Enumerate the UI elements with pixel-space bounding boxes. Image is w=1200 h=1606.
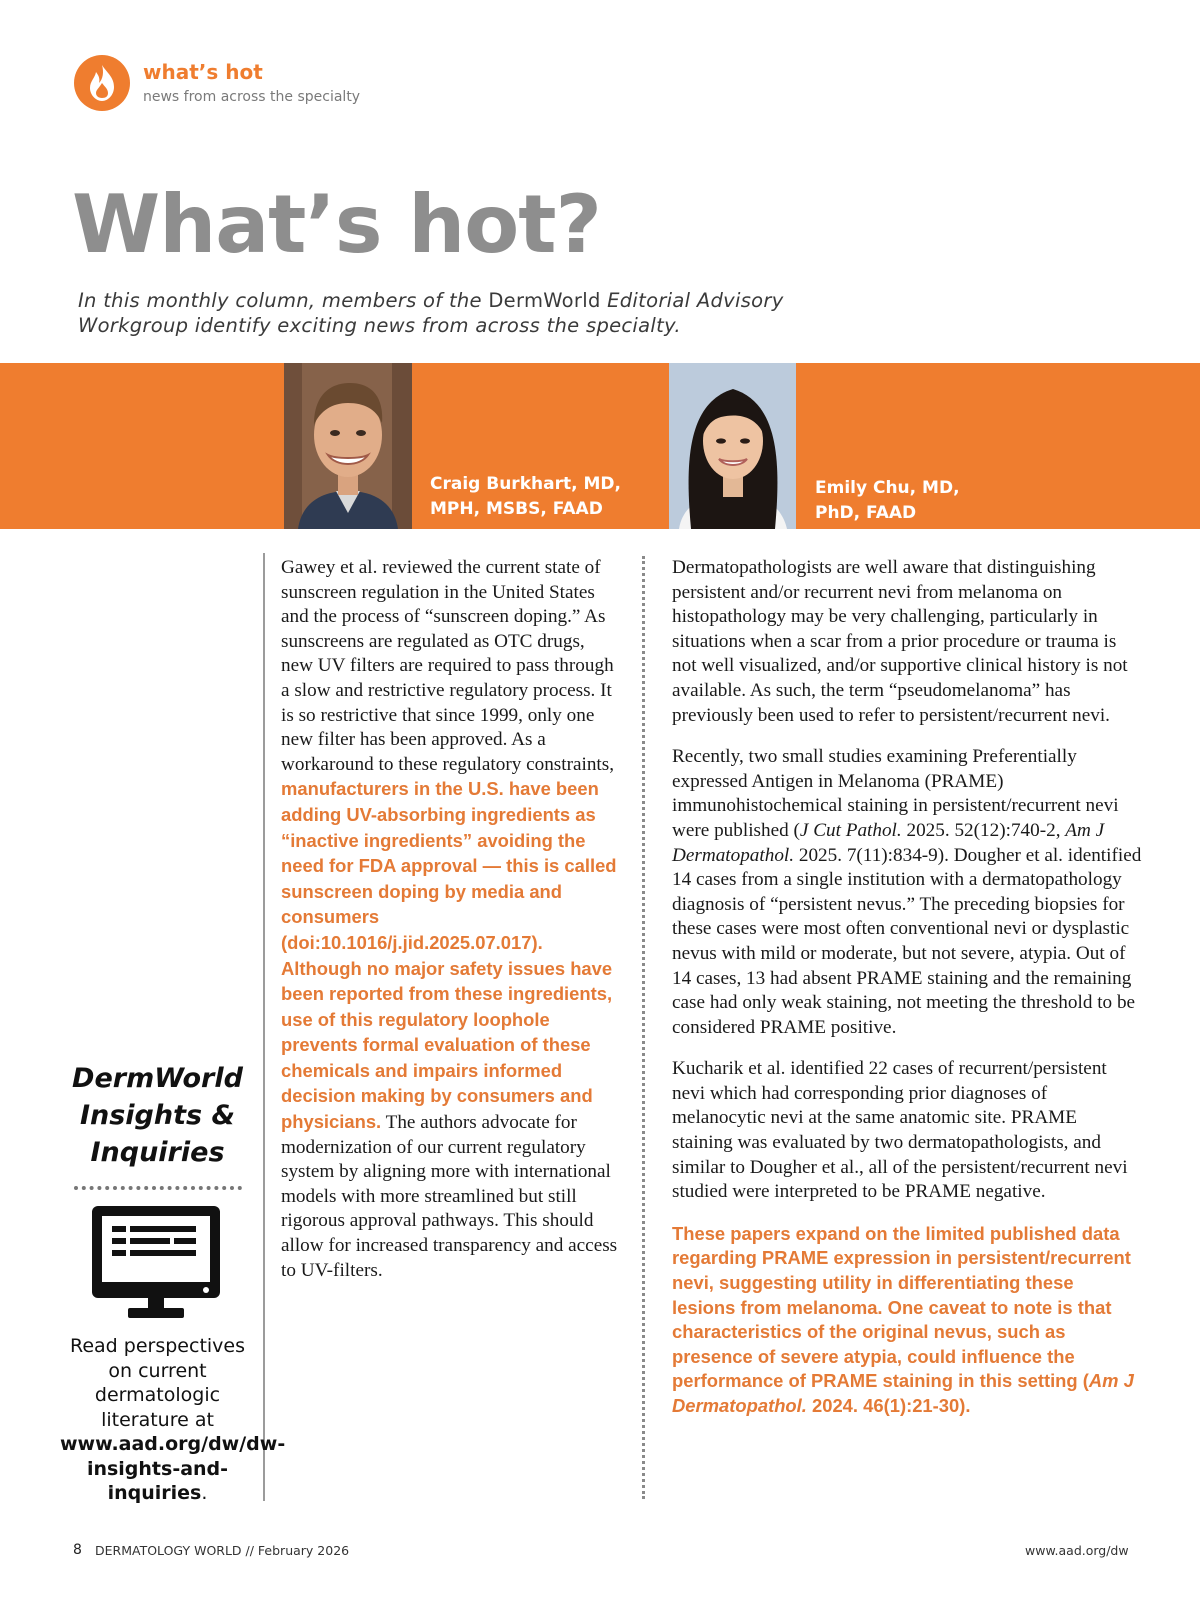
author-name-2 [815, 476, 960, 526]
author-credentials-line: MPH, MSBS, FAAD [430, 499, 603, 519]
column-divider [263, 553, 265, 1501]
highlighted-paragraph [672, 1222, 1142, 1419]
sidebar-body: Read perspectives on current dermatologic literature at [70, 1335, 245, 1431]
paragraph [672, 745, 1142, 1040]
sidebar-text [60, 1334, 286, 1506]
body-text: 2025. 7(11):834-9). Dougher et al. identified 14 cases from a single institution with a dermatopathology diagnosis of “persistent nevus.” The preceding biopsies for these cases were most often conventional nevi or dysplastic nevus with mild or moderate, but not severe, atypia. Out of 14 cases, 13 had absent PRAME staining and the remaining case had only weak staining, not meeting the threshold to be considered PRAME positive. [672, 844, 1142, 1038]
paragraph [281, 556, 619, 1283]
citation-journal: Am J Dermatopathol. [672, 819, 1105, 866]
intro-part: In this monthly column, members of the [78, 289, 489, 312]
sidebar-body: . [201, 1482, 208, 1504]
monitor-icon [90, 1204, 222, 1324]
body-text: The authors advocate for modernization of our current regulatory system by aligning more with international models with more streamlined but still rigorous approval pathways. This should allow for increased transparency and access to UV-filters. [281, 1112, 618, 1281]
paragraph: Kucharik et al. identified 22 cases of recurrent/persistent nevi which had corresponding prior diagnoses of melanocytic nevi at the same anatomic site. PRAME staining was evaluated by two dermatopathologists, and similar to Dougher et al., all of the persistent/recurrent nevi studied were interpreted to be PRAME negative. [672, 1058, 1128, 1203]
page-title: What’s hot? [72, 178, 601, 271]
body-text: 2025. 52(12):740-2, [901, 819, 1066, 841]
sidebar-divider [74, 1186, 242, 1190]
author-name-line: Emily Chu, MD, [815, 478, 960, 498]
author-name-line: Craig Burkhart, MD, [430, 474, 621, 494]
intro-brand: DermWorld [488, 289, 601, 312]
author-photo-craig-burkhart [284, 363, 412, 529]
page-number: 8 [73, 1542, 82, 1558]
sidebar-title-line: Insights & [79, 1100, 236, 1131]
dotted-column-divider [642, 556, 645, 1499]
highlighted-text: These papers expand on the limited published data regarding PRAME expression in persistent/recurrent nevi, suggesting utility in differentiating these lesions from melanoma. One caveat to note is that characteristics of the original nevus, such as presence of severe atypia, could influence the performance of PRAME staining in this setting ( [672, 1222, 1131, 1392]
section-label: what’s hot [143, 60, 263, 84]
intro-text [78, 288, 838, 338]
sidebar-title-line: Inquiries [90, 1137, 225, 1168]
sidebar-link[interactable]: www.aad.org/dw/dw-insights-and-inquiries [60, 1433, 286, 1504]
citation-journal: J Cut Pathol. [799, 819, 902, 841]
article-column-2 [672, 556, 1142, 1436]
article-column-1 [281, 556, 619, 1300]
paragraph: Dermatopathologists are well aware that distinguishing persistent and/or recurrent nevi from melanoma on histopathology may be very challenging, particularly in situations when a scar from a prior procedure or trauma is not well visualized, and/or supportive clinical history is not available. As such, the term “pseudomelanoma” has previously been used to refer to persistent/recurrent nevi. [672, 557, 1128, 726]
author-photo-emily-chu [669, 363, 796, 529]
highlighted-text: 2024. 46(1):21-30). [806, 1395, 971, 1416]
author-credentials-line: PhD, FAAD [815, 503, 917, 523]
flame-icon [74, 55, 130, 111]
body-text: Recently, two small studies examining Preferentially expressed Antigen in Melanoma (PRAME) immunohistochemical staining in persistent/recurrent nevi were published ( [672, 746, 1119, 841]
citation-journal: Am J Dermatopathol. [672, 1370, 1134, 1416]
footer-url[interactable]: www.aad.org/dw [1025, 1543, 1129, 1558]
publication-name: DERMATOLOGY WORLD // February 2026 [95, 1543, 350, 1558]
highlighted-text: manufacturers in the U.S. have been adding UV-absorbing ingredients as “inactive ingredients” avoiding the need for FDA approval — this is called sunscreen doping by media and consumers (doi:10.1016/j.jid.2025.07.017). Although no major safety issues have been reported from these ingredients, use of this regulatory loophole prevents formal evaluation of these chemicals and impairs informed decision making by consumers and physicians. [281, 778, 617, 1133]
body-text: Gawey et al. reviewed the current state of sunscreen regulation in the United States and the process of “sunscreen doping.” As sunscreens are regulated as OTC drugs, new UV filters are required to pass through a slow and restrictive regulatory process. It is so restrictive that since 1999, only one new filter has been approved. As a workaround to these regulatory constraints, [281, 557, 615, 775]
intro-part: Editorial Advisory Workgroup identify exciting news from across the specialty. [78, 289, 784, 337]
sidebar-title-line: DermWorld [72, 1063, 243, 1094]
sidebar-title [70, 1060, 245, 1171]
section-subtitle: news from across the specialty [143, 89, 361, 105]
author-name-1 [430, 472, 621, 522]
